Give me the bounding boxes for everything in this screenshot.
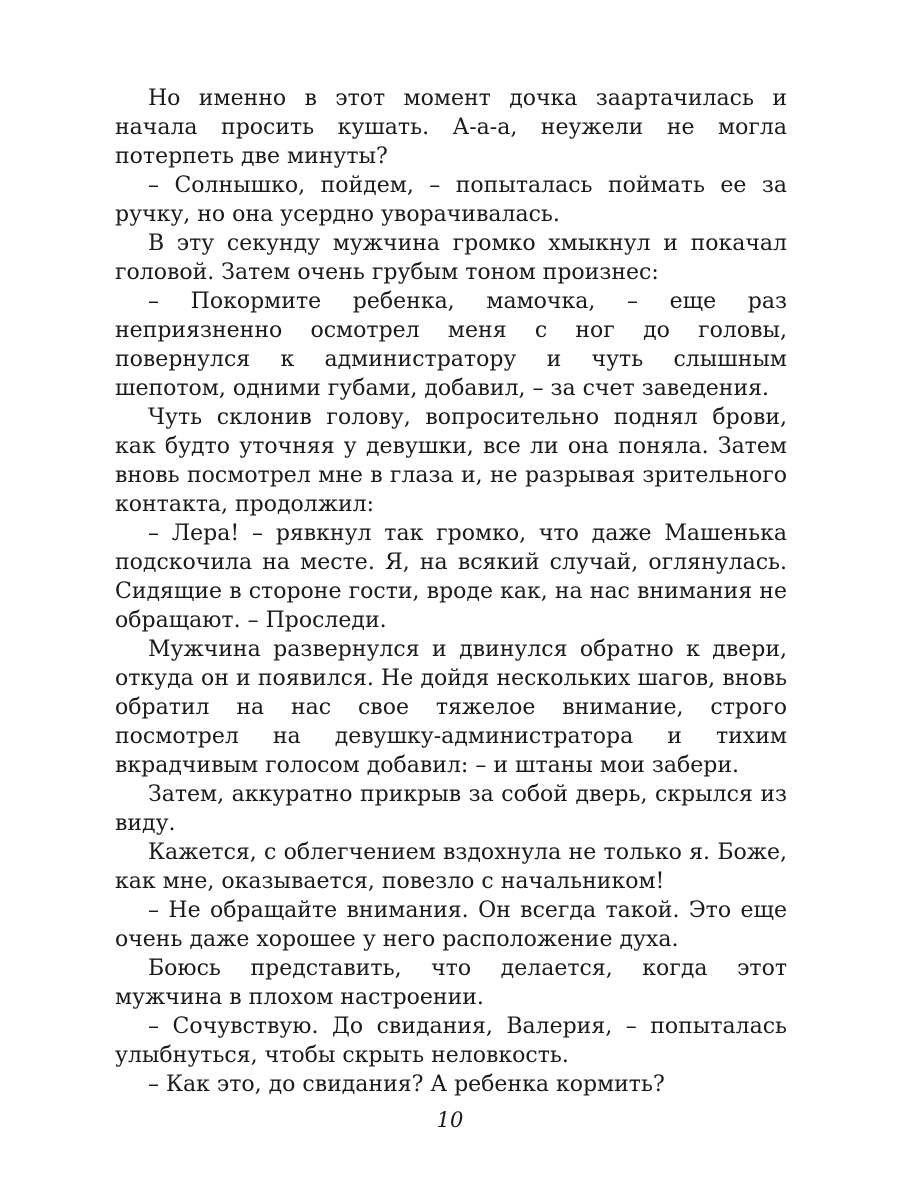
paragraph: – Лера! – рявкнул так громко, что даже Машенька подскочила на месте. Я, на всякий случай, оглянулась. Сидящие в стороне гости, вроде как, на нас внимания не обращают. – Проследи. bbox=[115, 521, 787, 633]
paragraph: – Покормите ребенка, мамочка, – еще раз неприязненно осмотрел меня с ног до головы, повернулся к администратору и чуть слышным шепотом, одними губами, добавил, – за счет заведения. bbox=[115, 289, 787, 401]
paragraph: Боюсь представить, что делается, когда этот мужчина в плохом настроении. bbox=[115, 956, 787, 1010]
book-page-text bbox=[115, 84, 787, 1099]
paragraph: В эту секунду мужчина громко хмыкнул и покачал головой. Затем очень грубым тоном произнес: bbox=[115, 231, 787, 285]
paragraph: – Не обращайте внимания. Он всегда такой. Это еще очень даже хорошее у него расположение духа. bbox=[115, 898, 787, 952]
paragraph: Чуть склонив голову, вопросительно поднял брови, как будто уточняя у девушки, все ли она поняла. Затем вновь посмотрел мне в глаза и, не разрывая зрительного контакта, продолжил: bbox=[115, 405, 787, 517]
paragraph: – Солнышко, пойдем, – попыталась поймать ее за ручку, но она усердно уворачивалась. bbox=[115, 173, 787, 227]
paragraph: Затем, аккуратно прикрыв за собой дверь, скрылся из виду. bbox=[115, 782, 787, 836]
paragraph: Мужчина развернулся и двинулся обратно к двери, откуда он и появился. Не дойдя нескольких шагов, вновь обратил на нас свое тяжелое внимание, строго посмотрел на девушку-администратора и тихим вкрадчивым голосом добавил: – и штаны мои забери. bbox=[115, 637, 787, 778]
paragraph: Кажется, с облегчением вздохнула не только я. Боже, как мне, оказывается, повезло с начальником! bbox=[115, 840, 787, 894]
paragraph: – Как это, до свидания? А ребенка кормить? bbox=[148, 1072, 665, 1097]
page-number: 10 bbox=[436, 1108, 464, 1132]
paragraph: Но именно в этот момент дочка заартачилась и начала просить кушать. А-а-а, неужели не могла потерпеть две минуты? bbox=[115, 86, 787, 169]
paragraph: – Сочувствую. До свидания, Валерия, – попыталась улыбнуться, чтобы скрыть неловкость. bbox=[115, 1014, 787, 1068]
